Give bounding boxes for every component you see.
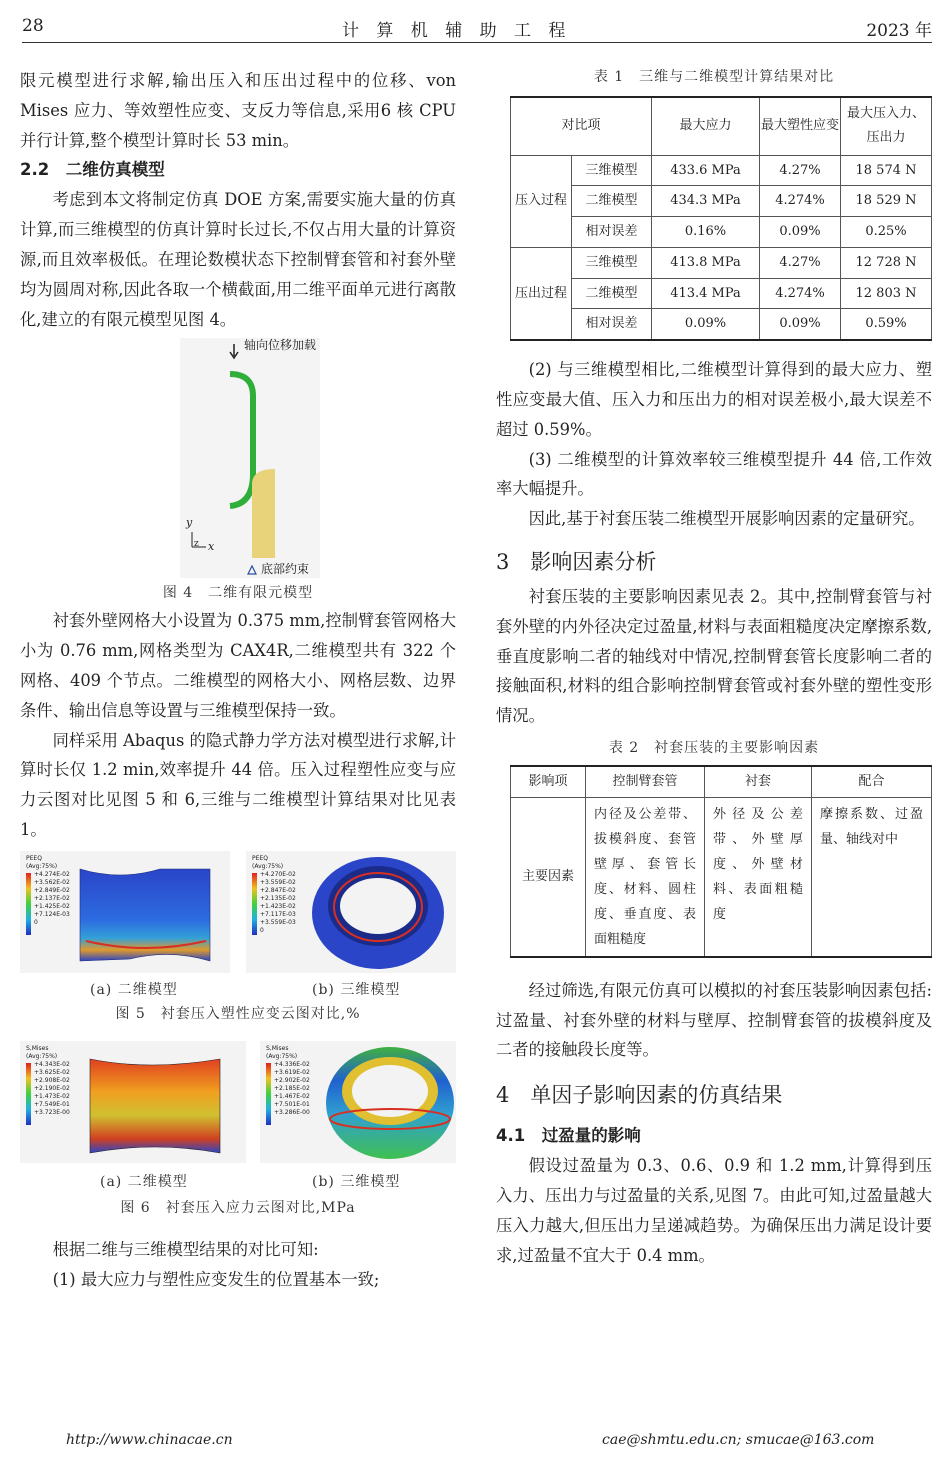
paragraph: 考虑到本文将制定仿真 DOE 方案,需要实施大量的仿真计算,而三维模型的仿真计算时长过长,不仅占用大量的计算资源,而且效率极低。在理论数模状态下控制臂套管和衬套外壁均为圆周对称,因此各取一个横截面,用二维平面单元进行离散化,建立的有限元模型见图 4。 — [20, 190, 456, 329]
figure-5 — [20, 851, 456, 1029]
paragraph: 衬套外壁网格大小设置为 0.375 mm,控制臂套管网格大小为 0.76 mm,网格类型为 CAX4R,二维模型共有 322 个网格、409 个节点。二维模型的网格大小、网格层数、边界条件、输出信息等设置与三维模型保持一致。 — [20, 611, 456, 720]
footer-email: cae@shmtu.edu.cn; smucae@163.com — [602, 1432, 875, 1448]
right-column — [496, 66, 932, 1270]
figure-4-caption: 图 4 二维有限元模型 — [162, 585, 314, 602]
fig5-sub-a: (a) 二维模型 — [90, 981, 178, 998]
fig6b-legend: S,Mises (Avg:75%) — [266, 1044, 298, 1060]
fig5a-legend-values: +4.274E-02 +3.562E-02 +2.849E-02 +2.137E-02 +1.425E-02 +7.124E-03 0 — [34, 870, 70, 926]
table-cell: 18 529 N — [841, 186, 932, 217]
figure-5-caption: 图 5 衬套压入塑性应变云图对比,% — [115, 1005, 361, 1022]
section-heading-4-1: 4.1 过盈量的影响 — [496, 1126, 641, 1146]
table-2 — [510, 765, 932, 958]
load-label: 轴向位移加载 — [244, 338, 317, 353]
paragraph: 假设过盈量为 0.3、0.6、0.9 和 1.2 mm,计算得到压入力、压出力与过盈量的关系,见图 7。由此可知,过盈量越大压入力越大,但压出力呈递减趋势。为确保压出力满足设计要求,过盈量不宜大于 0.4 mm。 — [496, 1156, 932, 1265]
table-header: 控制臂套管 — [586, 766, 705, 797]
table-cell: 413.8 MPa — [651, 247, 759, 278]
table-cell: 三维模型 — [572, 155, 652, 186]
table-cell: 413.4 MPa — [651, 278, 759, 309]
journal-name: 计 算 机 辅 助 工 程 — [342, 21, 572, 41]
page-number: 28 — [22, 16, 44, 36]
table-cell: 相对误差 — [572, 217, 652, 248]
fig6b-legend-values: +4.336E-02 +3.619E-02 +2.902E-02 +2.185E-02 +1.467E-02 +7.501E-01 +3.286E-00 — [274, 1060, 310, 1116]
axis-z-label: z — [194, 539, 199, 550]
fem-2d-model-figure — [20, 334, 456, 582]
fig5-images — [20, 851, 456, 975]
table-cell: 二维模型 — [572, 186, 652, 217]
table-cell: 0.59% — [841, 309, 932, 340]
axis-x-label: x — [208, 540, 215, 554]
table-cell: 12 728 N — [841, 247, 932, 278]
table-cell: 二维模型 — [572, 278, 652, 309]
figure-6 — [20, 1041, 456, 1235]
paragraph: 根据二维与三维模型结果的对比可知: — [52, 1239, 319, 1259]
axis-y-label: y — [186, 516, 193, 530]
paragraph: 限元模型进行求解,输出压入和压出过程中的位移、von Mises 应力、等效塑性应变、支反力等信息,采用6 核 CPU 并行计算,整个模型计算时长 53 min。 — [20, 71, 456, 150]
table-cell: 433.6 MPa — [651, 155, 759, 186]
table-1-caption: 表 1 三维与二维模型计算结果对比 — [593, 69, 835, 85]
table-cell: 相对误差 — [572, 309, 652, 340]
table-cell: 4.27% — [760, 155, 841, 186]
fig6a-legend: S,Mises (Avg:75%) — [26, 1044, 58, 1060]
table-cell: 0.16% — [651, 217, 759, 248]
group-label: 压出过程 — [511, 247, 572, 340]
paragraph: (1) 最大应力与塑性应变发生的位置基本一致; — [52, 1269, 380, 1289]
table-cell: 三维模型 — [572, 247, 652, 278]
figure-4 — [20, 334, 456, 606]
table-1 — [510, 96, 932, 341]
table-cell: 内径及公差带、拔模斜度、套管壁厚、套管长度、材料、圆柱度、垂直度、表面粗糙度 — [586, 797, 705, 957]
fig5b-legend-values: +4.270E-02 +3.559E-02 +2.847E-02 +2.135E-02 +1.423E-02 +7.117E-03 +3.559E-03 0 — [260, 870, 296, 934]
section-heading-3: 3 影响因素分析 — [496, 550, 657, 575]
table-cell: 4.27% — [760, 247, 841, 278]
fig5b-legend: PEEQ (Avg:75%) — [252, 854, 284, 870]
table-cell: 0.09% — [760, 217, 841, 248]
table-2-caption: 表 2 衬套压装的主要影响因素 — [608, 740, 820, 757]
paragraph: (2) 与三维模型相比,二维模型计算得到的最大应力、塑性应变最大值、压入力和压出力的相对误差极小,最大误差不超过 0.59%。 — [496, 360, 932, 439]
fig6-sub-b: (b) 三维模型 — [312, 1173, 401, 1190]
footer-url: http://www.chinacae.cn — [66, 1432, 233, 1448]
table-cell: 0.09% — [760, 309, 841, 340]
year: 2023 年 — [866, 21, 932, 41]
fig6-images — [20, 1041, 456, 1165]
table-cell: 0.25% — [841, 217, 932, 248]
left-column — [20, 66, 456, 1294]
table-cell: 4.274% — [760, 278, 841, 309]
paragraph: 衬套压装的主要影响因素见表 2。其中,控制臂套管与衬套外壁的内外径决定过盈量,材料与表面粗糙度决定摩擦系数,垂直度影响二者的轴线对中情况,控制臂套管长度影响二者的接触面积,材料的组合影响控制臂套管或衬套外壁的塑性变形情况。 — [496, 587, 932, 726]
paragraph: 经过筛选,有限元仿真可以模拟的衬套压装影响因素包括:过盈量、衬套外壁的材料与壁厚、控制臂套管的拔模斜度及二者的接触段长度等。 — [496, 980, 932, 1060]
section-heading-4: 4 单因子影响因素的仿真结果 — [496, 1083, 783, 1108]
paragraph: 因此,基于衬套压装二维模型开展影响因素的定量研究。 — [528, 509, 925, 529]
fig5a-legend: PEEQ (Avg:75%) — [26, 854, 58, 870]
table-cell: 12 803 N — [841, 278, 932, 309]
table-cell: 4.274% — [760, 186, 841, 217]
table-header: 最大压入力、压出力 — [841, 97, 932, 155]
table-header: 衬套 — [705, 766, 812, 797]
section-heading-2-2: 2.2 二维仿真模型 — [20, 160, 165, 180]
table-header: 配合 — [812, 766, 932, 797]
table-cell: 0.09% — [651, 309, 759, 340]
table-header: 最大应力 — [651, 97, 759, 155]
row-label: 主要因素 — [511, 797, 586, 957]
constraint-label: 底部约束 — [261, 562, 310, 577]
table-cell: 外径及公差带、外壁厚度、外壁材料、表面粗糙度 — [705, 797, 812, 957]
group-label: 压入过程 — [511, 155, 572, 247]
table-cell: 18 574 N — [841, 155, 932, 186]
table-header: 对比项 — [511, 97, 652, 155]
table-header: 影响项 — [511, 766, 586, 797]
table-cell: 摩擦系数、过盈量、轴线对中 — [812, 797, 932, 957]
fig5-sub-b: (b) 三维模型 — [312, 981, 401, 998]
table-header: 最大塑性应变 — [760, 97, 841, 155]
page-header — [22, 14, 932, 43]
fig6a-legend-values: +4.343E-02 +3.625E-02 +2.908E-02 +2.190E-02 +1.473E-02 +7.549E-01 +3.723E-00 — [34, 1060, 70, 1116]
table-cell: 434.3 MPa — [651, 186, 759, 217]
paragraph: 同样采用 Abaqus 的隐式静力学方法对模型进行求解,计算时长仅 1.2 min,效率提升 44 倍。压入过程塑性应变与应力云图对比见图 5 和 6,三维与二维模型计算结果对比见表 1。 — [20, 730, 456, 839]
paragraph: (3) 二维模型的计算效率较三维模型提升 44 倍,工作效率大幅提升。 — [496, 449, 932, 499]
fig6-sub-a: (a) 二维模型 — [100, 1173, 188, 1190]
figure-6-caption: 图 6 衬套压入应力云图对比,MPa — [120, 1199, 356, 1216]
